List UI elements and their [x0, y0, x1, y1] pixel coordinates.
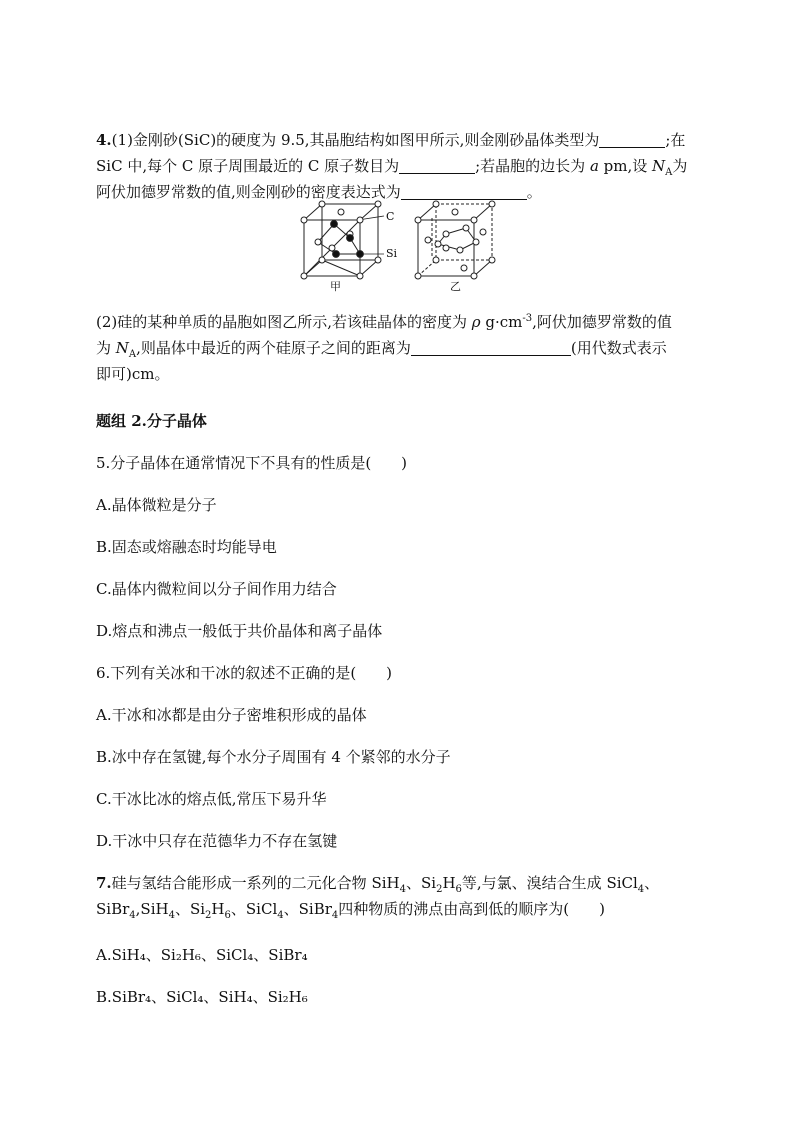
q4-text-2: ;在 — [665, 131, 686, 149]
group-2-heading: 题组 2.分子晶体 — [96, 412, 207, 430]
q7-text-2: 、Si — [405, 874, 437, 892]
q4-text-1: (1)金刚砂(SiC)的硬度为 9.5,其晶胞结构如图甲所示,则金刚砂晶体类型为 — [111, 131, 600, 149]
q4p2-text-3: 为 — [96, 339, 116, 357]
q7-text-6: SiBr — [96, 900, 130, 918]
q7-sub-8: 6 — [224, 910, 231, 921]
q5-option-c[interactable]: C.晶体内微粒间以分子间作用力结合 — [96, 580, 337, 598]
q7-option-a[interactable]: A.SiH₄、Si₂H₆、SiCl₄、SiBr₄ — [96, 946, 308, 964]
sub-A: A — [665, 167, 673, 178]
q4p2-line-1 — [96, 310, 696, 334]
q4p2-unit: g·cm — [480, 313, 523, 331]
q7-sub-10: 4 — [331, 910, 339, 921]
question-5-stem: 5.分子晶体在通常情况下不具有的性质是( ) — [96, 454, 408, 472]
q6-option-d[interactable]: D.干冰中只存在范德华力不存在氢键 — [96, 832, 338, 850]
q7-text-3: H — [442, 874, 456, 892]
q4-text-5: pm,设 — [598, 157, 653, 175]
q4p2-text-2: ,阿伏加德罗常数的值 — [532, 313, 672, 331]
q6-option-b[interactable]: B.冰中存在氢键,每个水分子周围有 4 个紧邻的水分子 — [96, 748, 451, 766]
q4-text-8: 。 — [526, 183, 542, 201]
caption-jia: 甲 — [330, 280, 341, 292]
q4-text-3: SiC 中,每个 C 原子周围最近的 C 原子数目为 — [96, 157, 400, 175]
label-si: Si — [386, 247, 398, 260]
q6-option-a[interactable]: A.干冰和冰都是由分子密堆积形成的晶体 — [96, 706, 367, 724]
q7-line-1 — [96, 871, 696, 895]
q4p2-text-6: 即可)cm。 — [96, 365, 170, 383]
caption-yi: 乙 — [450, 280, 461, 292]
q7-text-7: ,SiH — [135, 900, 169, 918]
q7-text-9: H — [211, 900, 225, 918]
sup-minus3: -3 — [522, 313, 533, 324]
q4-text-6: 为 — [672, 157, 688, 175]
crystal-cell-figure — [300, 198, 500, 292]
q7-sub-6: 4 — [168, 910, 175, 921]
q7-sub-3: 6 — [455, 884, 462, 895]
answer-blank-4[interactable] — [411, 341, 571, 356]
q4p2-line-2 — [96, 336, 696, 360]
q7-line-2 — [96, 897, 696, 921]
var-a: a — [589, 157, 599, 175]
q7-text-1: 硅与氢结合能形成一系列的二元化合物 SiH — [111, 874, 400, 892]
q7-sub-7: 2 — [205, 910, 212, 921]
question-4-part-2 — [96, 310, 696, 386]
q7-text-12: 四种物质的沸点由高到低的顺序为( ) — [338, 900, 605, 918]
q4-number: 4. — [96, 131, 112, 149]
crystal-cell-drawing — [300, 198, 500, 292]
answer-blank-1[interactable] — [599, 133, 665, 148]
q4-text-7: 阿伏加德罗常数的值,则金刚砂的密度表达式为 — [96, 183, 401, 201]
var-rho: ρ — [471, 313, 481, 331]
q4p2-text-4: ,则晶体中最近的两个硅原子之间的距离为 — [136, 339, 411, 357]
var-N: N — [652, 157, 666, 175]
q7-sub-1: 4 — [399, 884, 406, 895]
q7-text-5: 、 — [644, 874, 660, 892]
q5-option-a[interactable]: A.晶体微粒是分子 — [96, 496, 217, 514]
sub-A-2: A — [128, 349, 137, 360]
q6-option-c[interactable]: C.干冰比冰的熔点低,常压下易升华 — [96, 790, 327, 808]
q4p2-line-3 — [96, 362, 696, 386]
question-7 — [96, 871, 696, 921]
label-c: C — [386, 210, 395, 223]
q7-number: 7. — [96, 874, 112, 892]
q7-text-8: 、Si — [174, 900, 206, 918]
q7-sub-9: 4 — [277, 910, 284, 921]
q4p2-text-1: (2)硅的某种单质的晶胞如图乙所示,若该硅晶体的密度为 — [96, 313, 472, 331]
var-N-2: N — [115, 339, 129, 357]
question-6-stem: 6.下列有关冰和干冰的叙述不正确的是( ) — [96, 664, 393, 682]
q4-line-2 — [96, 154, 696, 178]
question-4 — [96, 128, 696, 204]
q5-option-b[interactable]: B.固态或熔融态时均能导电 — [96, 538, 277, 556]
q7-text-11: 、SiBr — [283, 900, 332, 918]
q7-text-10: 、SiCl — [230, 900, 278, 918]
q4p2-text-5: (用代数式表示 — [570, 339, 667, 357]
q7-sub-2: 2 — [436, 884, 443, 895]
q5-option-d[interactable]: D.熔点和沸点一般低于共价晶体和离子晶体 — [96, 622, 383, 640]
q7-sub-5: 4 — [129, 910, 136, 921]
answer-blank-2[interactable] — [399, 159, 475, 174]
q4-text-4: ;若晶胞的边长为 — [475, 157, 590, 175]
q7-text-4: 等,与氯、溴结合生成 SiCl — [461, 874, 638, 892]
cell-yi-atoms — [415, 201, 495, 279]
q4-line-1 — [96, 128, 696, 152]
q7-sub-4: 4 — [637, 884, 645, 895]
q7-option-b[interactable]: B.SiBr₄、SiCl₄、SiH₄、Si₂H₆ — [96, 988, 308, 1006]
